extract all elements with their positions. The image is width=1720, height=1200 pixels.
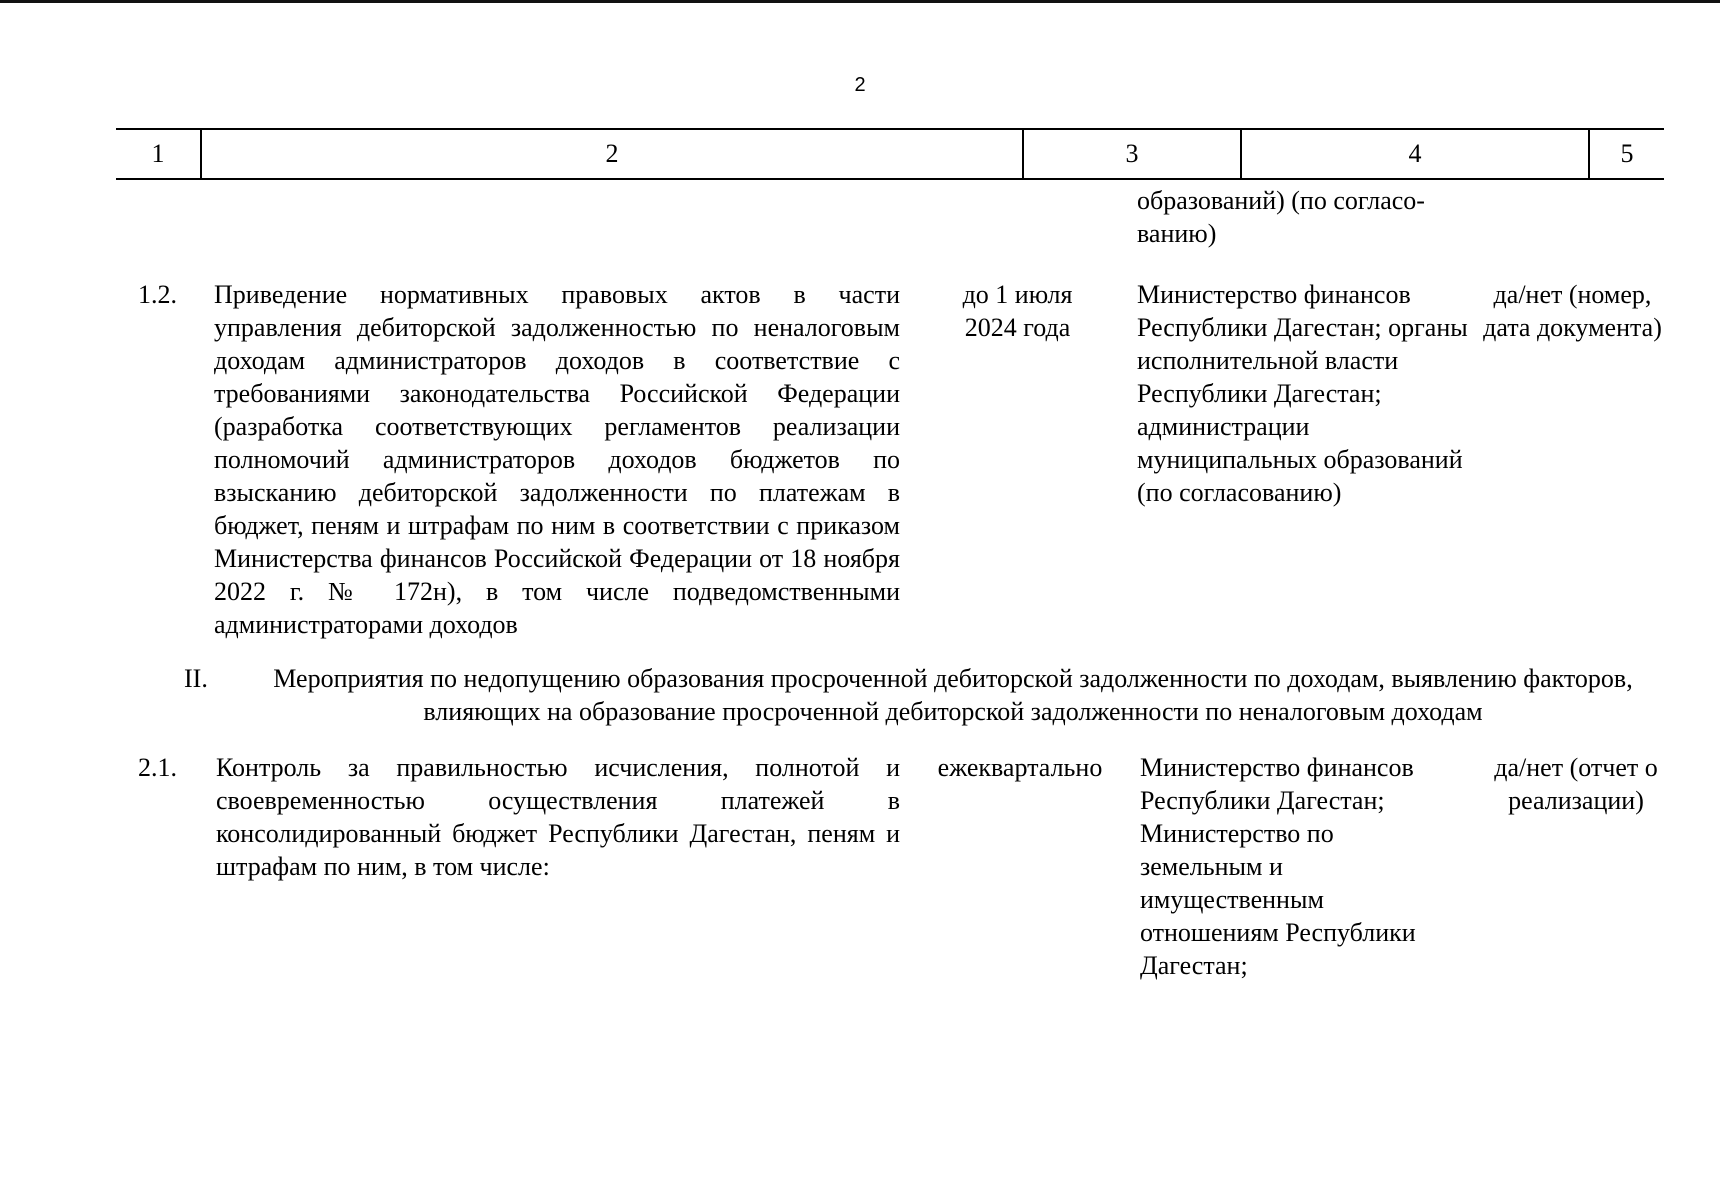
column-header-3: 3 bbox=[1125, 139, 1139, 168]
section-numeral: II. bbox=[184, 664, 208, 693]
section-title: Мероприятия по недопущению образования просроченной дебиторской задолженности по доходам, выявлению факторов, влияющих на образование просроченной дебиторской задолженности по неналоговым доходам bbox=[273, 664, 1633, 726]
row-term: до 1 июля 2024 года bbox=[962, 280, 1073, 342]
table-header bbox=[116, 128, 1664, 180]
row-result: да/нет (номер, дата документа) bbox=[1483, 280, 1662, 342]
column-header-5: 5 bbox=[1620, 139, 1634, 168]
continuation-responsible: образований) (по согласо- ванию) bbox=[1137, 186, 1425, 248]
row-result: да/нет (отчет о реализации) bbox=[1494, 753, 1658, 815]
scan-edge bbox=[0, 0, 1720, 3]
column-header-1: 1 bbox=[151, 139, 165, 168]
row-responsible: Министерство финансов Республики Дагестан; органы исполнительной власти Республики Дагестан; администрации муниципальных образований (по согласованию) bbox=[1137, 280, 1468, 507]
row-measure: Приведение нормативных правовых актов в части управления дебиторской задолженностью по неналоговым доходам администраторов доходов в соответствие с требованиями законодательства Российской Федерации (разработка соответствующих регламентов реализации полномочий администраторов доходов бюджетов по взысканию дебиторской задолженности по платежам в бюджет, пеням и штрафам по ним в соответствии с приказом Министерства финансов Российской Федерации от 18 ноября 2022 г. № 172н), в том числе подведомственными администраторами доходов bbox=[214, 280, 900, 639]
row-number: 2.1. bbox=[138, 753, 177, 782]
row-measure: Контроль за правильностью исчисления, полнотой и своевременностью осуществления платежей в консолидированный бюджет Республики Дагестан, пеням и штрафам по ним, в том числе: bbox=[216, 753, 900, 881]
row-term: ежеквартально bbox=[937, 753, 1103, 782]
column-header-2: 2 bbox=[605, 139, 619, 168]
page-number: 2 bbox=[854, 74, 866, 96]
column-header-4: 4 bbox=[1408, 139, 1422, 168]
row-responsible: Министерство финансов Республики Дагестан; Министерство по земельным и имущественным отношениям Республики Дагестан; bbox=[1140, 753, 1416, 980]
row-number: 1.2. bbox=[138, 280, 177, 309]
